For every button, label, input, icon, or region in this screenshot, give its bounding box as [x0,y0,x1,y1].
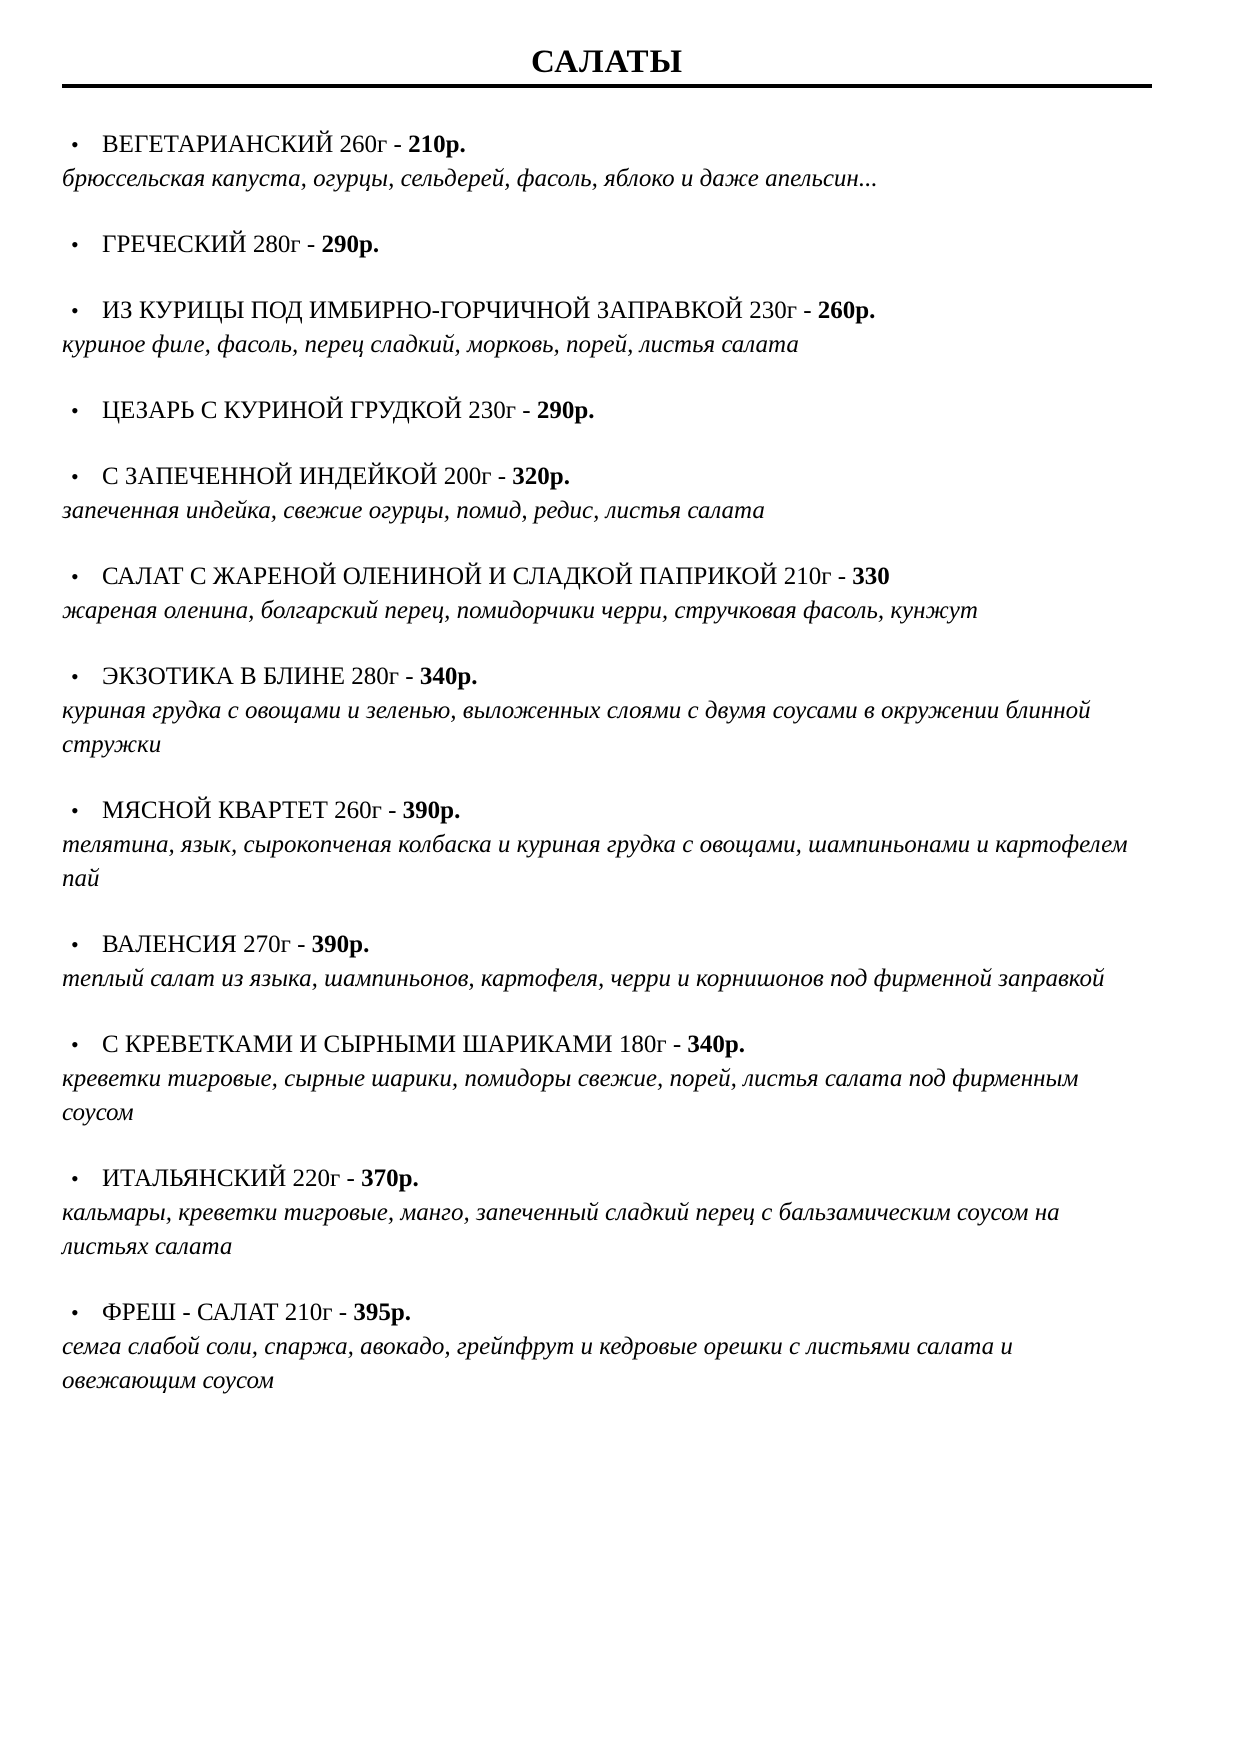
menu-item-text [102,460,570,494]
menu-item-heading [62,660,1152,694]
menu-item [62,794,1152,896]
bullet-icon: • [71,232,79,257]
menu-item-heading [62,1296,1152,1330]
page-header [62,42,1152,88]
menu-item-description: жареная оленина, болгарский перец, помидорчики черри, стручковая фасоль, кунжут [62,597,978,624]
menu-item-price: 340р. [419,663,478,690]
menu-item [62,928,1152,996]
bullet-icon: • [71,398,79,423]
bullet-icon: • [71,1300,79,1325]
menu-item-name: ИЗ КУРИЦЫ ПОД ИМБИРНО-ГОРЧИЧНОЙ ЗАПРАВКОЙ 230г - [102,297,812,324]
menu-item-text [102,928,369,962]
menu-item-heading [62,460,1152,494]
menu-item-heading [62,1162,1152,1196]
menu-item-description: теплый салат из языка, шампиньонов, картофеля, черри и корнишонов под фирменной заправкой [62,965,1105,992]
menu-item-heading [62,128,1152,162]
menu-item-price: 390р. [402,797,461,824]
menu-item-description: телятина, язык, сырокопченая колбаска и куриная грудка с овощами, шампиньонами и картофелем пай [62,831,1128,892]
menu-item [62,1162,1152,1264]
menu-item-heading [62,560,1152,594]
menu-item-name: ЭКЗОТИКА В БЛИНЕ 280г - [102,663,414,690]
menu-item-heading [62,294,1152,328]
menu-item-text [102,228,379,262]
menu-item [62,560,1152,628]
menu-item-description: брюссельская капуста, огурцы, сельдерей, фасоль, яблоко и даже апельсин... [62,165,878,192]
menu-item-name: ГРЕЧЕСКИЙ 280г - [102,231,316,258]
menu-item-description: куриная грудка с овощами и зеленью, выложенных слоями с двумя соусами в окружении блинной стружки [62,697,1091,758]
menu-item-text [102,794,460,828]
menu-item [62,228,1152,262]
bullet-icon: • [71,464,79,489]
menu-item [62,460,1152,528]
menu-list [62,128,1152,1398]
menu-item-price: 395р. [353,1299,412,1326]
menu-item-name: ИТАЛЬЯНСКИЙ 220г - [102,1165,355,1192]
bullet-icon: • [71,564,79,589]
menu-item [62,394,1152,428]
menu-item-description: куриное филе, фасоль, перец сладкий, морковь, порей, листья салата [62,331,799,358]
menu-item-text [102,1028,745,1062]
bullet-icon: • [71,298,79,323]
menu-item-name: С ЗАПЕЧЕННОЙ ИНДЕЙКОЙ 200г - [102,463,507,490]
menu-item-price: 340р. [687,1031,746,1058]
menu-item [62,1028,1152,1130]
bullet-icon: • [71,932,79,957]
menu-item-price: 290р. [536,397,595,424]
menu-item-description: семга слабой соли, спаржа, авокадо, грейпфрут и кедровые орешки с листьями салата и овежающим соусом [62,1333,1013,1394]
menu-item-text [102,1162,419,1196]
menu-item-name: ЦЕЗАРЬ С КУРИНОЙ ГРУДКОЙ 230г - [102,397,531,424]
menu-item-name: МЯСНОЙ КВАРТЕТ 260г - [102,797,397,824]
menu-item-price: 390р. [311,931,370,958]
bullet-icon: • [71,664,79,689]
menu-item-text [102,1296,411,1330]
menu-item-heading [62,228,1152,262]
menu-item-heading [62,928,1152,962]
menu-item-name: САЛАТ С ЖАРЕНОЙ ОЛЕНИНОЙ И СЛАДКОЙ ПАПРИКОЙ 210г - [102,563,847,590]
menu-item-name: ФРЕШ - САЛАТ 210г - [102,1299,348,1326]
menu-item-text [102,128,466,162]
menu-item-text [102,660,478,694]
page-title: САЛАТЫ [531,44,683,80]
menu-item-price: 210р. [408,131,466,158]
menu-item-name: С КРЕВЕТКАМИ И СЫРНЫМИ ШАРИКАМИ 180г - [102,1031,682,1058]
menu-item [62,128,1152,196]
bullet-icon: • [71,1032,79,1057]
menu-item-heading [62,794,1152,828]
menu-item-price: 330 [852,563,890,590]
menu-item-heading [62,1028,1152,1062]
menu-item-heading [62,394,1152,428]
menu-item-price: 290р. [321,231,380,258]
menu-item-text [102,294,875,328]
menu-item-description: креветки тигровые, сырные шарики, помидоры свежие, порей, листья салата под фирменным соусом [62,1065,1079,1126]
bullet-icon: • [71,132,79,157]
menu-item-description: кальмары, креветки тигровые, манго, запеченный сладкий перец с бальзамическим соусом на листьях салата [62,1199,1060,1260]
menu-item-text [102,560,890,594]
menu-item-price: 260р. [817,297,876,324]
bullet-icon: • [71,1166,79,1191]
bullet-icon: • [71,798,79,823]
menu-item-text [102,394,595,428]
menu-item-description: запеченная индейка, свежие огурцы, помид, редис, листья салата [62,497,765,524]
menu-item-price: 320р. [512,463,570,490]
menu-item-name: ВАЛЕНСИЯ 270г - [102,931,306,958]
menu-item-name: ВЕГЕТАРИАНСКИЙ 260г - [102,131,402,158]
menu-item [62,294,1152,362]
menu-item-price: 370р. [361,1165,419,1192]
menu-item [62,1296,1152,1398]
menu-item [62,660,1152,762]
